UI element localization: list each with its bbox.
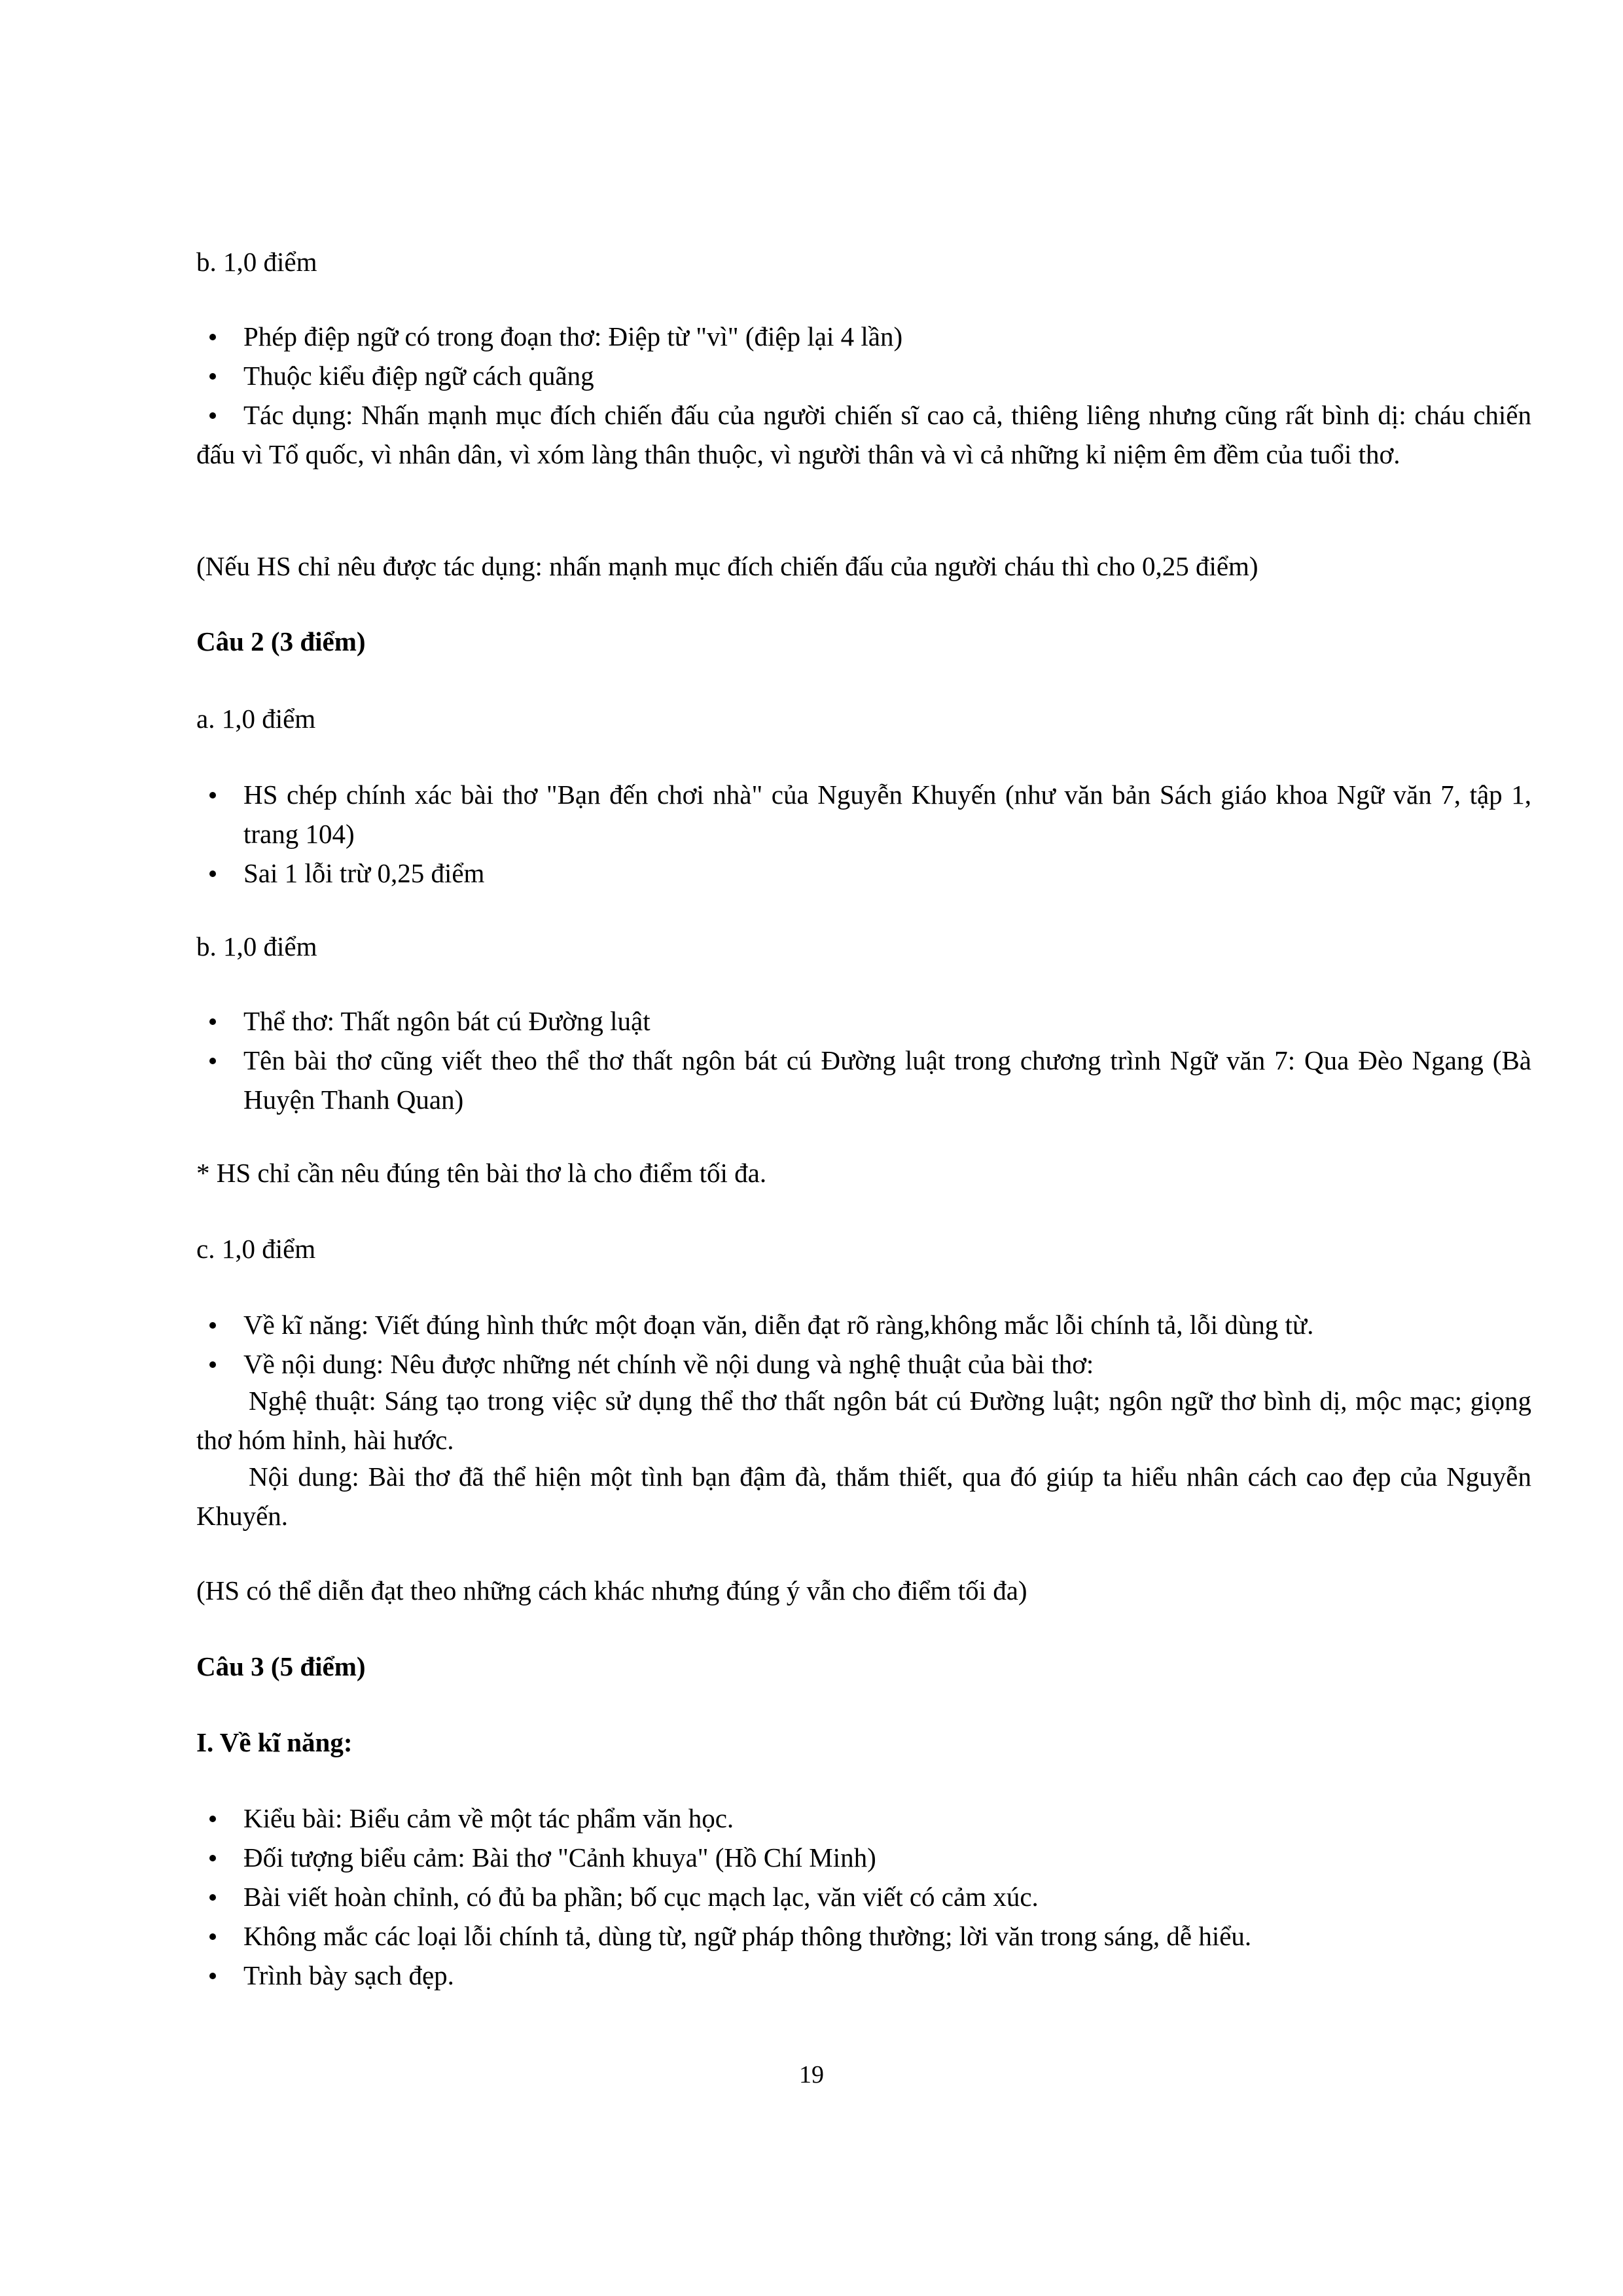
list-item: Tác dụng: Nhấn mạnh mục đích chiến đấu của người chiến sĩ cao cả, thiêng liêng nhưng cũng rất bình dị: cháu chiến đấu vì Tổ quốc, vì nhân dân, vì xóm làng thân thuộc, vì người thân và vì cả những kỉ niệm êm đềm của tuổi thơ. xyxy=(196,395,1531,474)
list-item: Về kĩ năng: Viết đúng hình thức một đoạn văn, diễn đạt rõ ràng,không mắc lỗi chính tả, lỗi dùng từ. xyxy=(196,1305,1531,1344)
q2b-bullet-list xyxy=(196,1001,1531,1119)
q2b-note: * HS chỉ cần nêu đúng tên bài thơ là cho điểm tối đa. xyxy=(196,1158,767,1188)
q2c-art-paragraph: Nghệ thuật: Sáng tạo trong việc sử dụng thể thơ thất ngôn bát cú Đường luật; ngôn ngữ thơ bình dị, mộc mạc; giọng thơ hóm hỉnh, hài hước. xyxy=(196,1386,1531,1455)
list-item: Phép điệp ngữ có trong đoạn thơ: Điệp từ "vì" (điệp lại 4 lần) xyxy=(196,317,1531,356)
q2a-heading: a. 1,0 điểm xyxy=(196,704,316,734)
q3-title: Câu 3 (5 điểm) xyxy=(196,1651,366,1681)
list-item: Bài viết hoàn chỉnh, có đủ ba phần; bố cục mạch lạc, văn viết có cảm xúc. xyxy=(196,1877,1531,1916)
list-item: Thể thơ: Thất ngôn bát cú Đường luật xyxy=(196,1001,1531,1041)
q2b-heading: b. 1,0 điểm xyxy=(196,931,317,961)
q2c-content-paragraph: Nội dung: Bài thơ đã thể hiện một tình bạn đậm đà, thắm thiết, qua đó giúp ta hiểu nhân cách cao đẹp của Nguyễn Khuyến. xyxy=(196,1462,1531,1531)
list-item: Tên bài thơ cũng viết theo thể thơ thất ngôn bát cú Đường luật trong chương trình Ngữ văn 7: Qua Đèo Ngang (Bà Huyện Thanh Quan) xyxy=(196,1041,1531,1119)
list-item: Trình bày sạch đẹp. xyxy=(196,1956,1531,1995)
q3-bullet-list xyxy=(196,1799,1531,1995)
q2c-heading: c. 1,0 điểm xyxy=(196,1234,316,1264)
q1b-bullet-list xyxy=(196,317,1531,474)
q1b-heading: b. 1,0 điểm xyxy=(196,247,317,277)
list-item: Về nội dung: Nêu được những nét chính về nội dung và nghệ thuật của bài thơ: xyxy=(196,1344,1531,1384)
list-item: Không mắc các loại lỗi chính tả, dùng từ, ngữ pháp thông thường; lời văn trong sáng, dễ hiểu. xyxy=(196,1916,1531,1956)
list-item: Kiểu bài: Biểu cảm về một tác phẩm văn học. xyxy=(196,1799,1531,1838)
q2a-bullet-list xyxy=(196,775,1531,893)
list-item: Đối tượng biểu cảm: Bài thơ "Cảnh khuya" (Hồ Chí Minh) xyxy=(196,1838,1531,1877)
list-item: HS chép chính xác bài thơ "Bạn đến chơi nhà" của Nguyễn Khuyến (như văn bản Sách giáo khoa Ngữ văn 7, tập 1, trang 104) xyxy=(196,775,1531,853)
page-number: 19 xyxy=(799,2061,824,2089)
q2c-note: (HS có thể diễn đạt theo những cách khác nhưng đúng ý vẫn cho điểm tối đa) xyxy=(196,1575,1027,1605)
q2c-bullet-list xyxy=(196,1305,1531,1384)
list-item: Thuộc kiểu điệp ngữ cách quãng xyxy=(196,356,1531,395)
list-item: Sai 1 lỗi trừ 0,25 điểm xyxy=(196,853,1531,893)
q1b-note: (Nếu HS chỉ nêu được tác dụng: nhấn mạnh mục đích chiến đấu của người cháu thì cho 0,25 điểm) xyxy=(196,551,1258,581)
q2-title: Câu 2 (3 điểm) xyxy=(196,626,366,656)
q3-section-title: I. Về kĩ năng: xyxy=(196,1727,353,1757)
